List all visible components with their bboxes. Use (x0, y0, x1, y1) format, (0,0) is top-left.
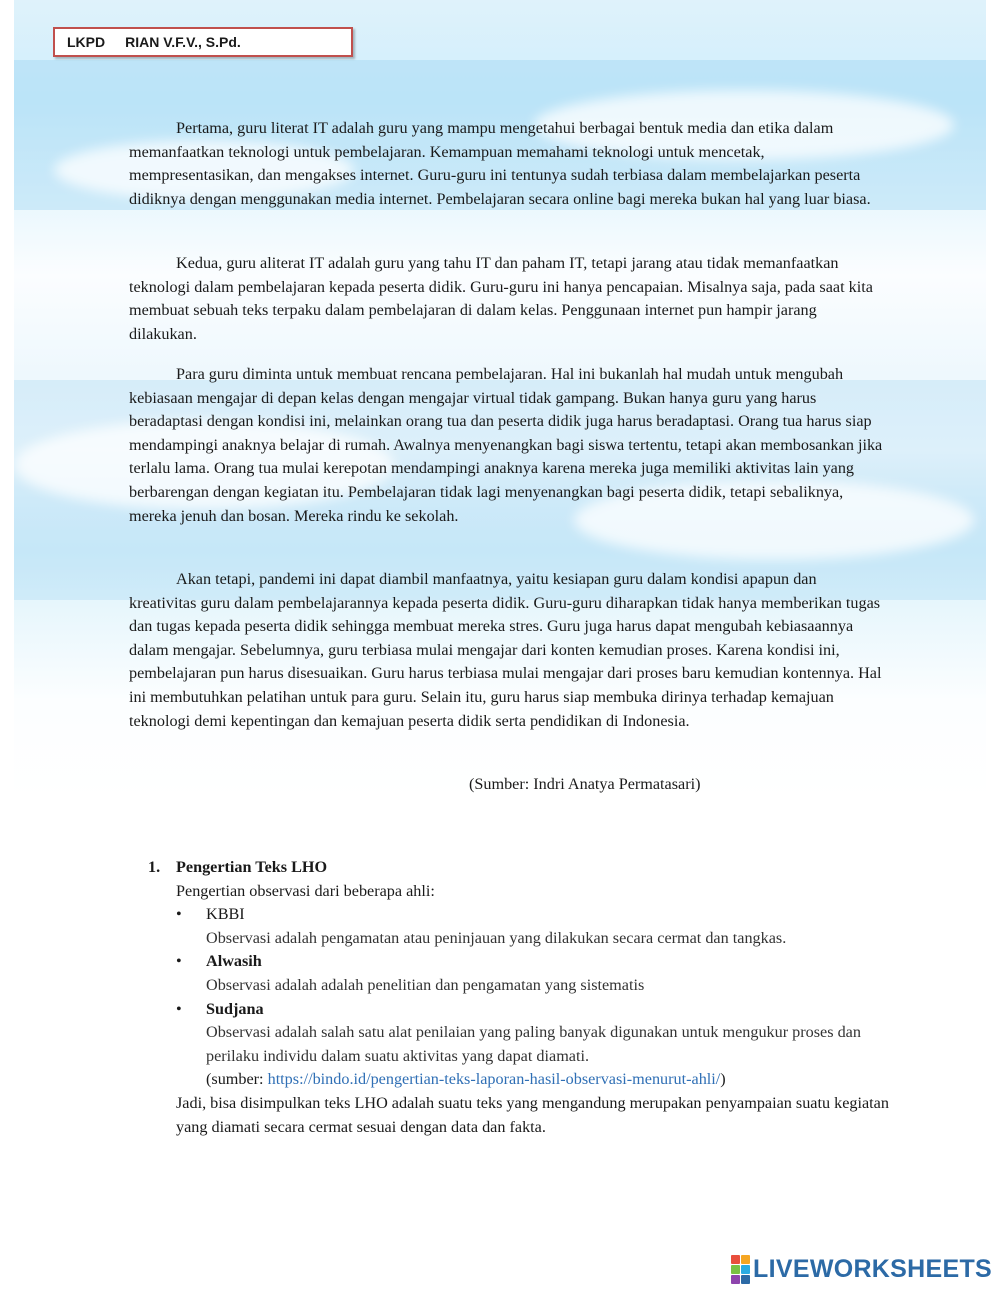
section-conclusion: Jadi, bisa disimpulkan teks LHO adalah suatu teks yang mengandung merupakan penyampaian suatu kegiatan yang diamati secara cermat sesuai dengan data dan fakta. (176, 1093, 889, 1136)
header-lkpd: LKPD (67, 34, 106, 50)
paragraph-4 (129, 568, 884, 733)
source-citation: (Sumber: Indri Anatya Permatasari) (469, 775, 701, 793)
list-item (176, 903, 908, 950)
logo-text: LIVEWORKSHEETS (753, 1254, 992, 1283)
paragraph-text: Akan tetapi, pandemi ini dapat diambil manfaatnya, yaitu kesiapan guru dalam kondisi apapun dan kreativitas guru dalam pembelajarannya kepada peserta didik. Guru-guru diharapkan tidak hanya memberikan tugas dan tugas kepada peserta didik sehingga membuat mereka stres. Guru juga harus dapat mengubah kebiasaannya dalam mengajar. Sebelumnya, guru terbiasa mulai mengajar dari konten kemudian proses. Karena kondisi ini, pembelajaran pun harus disesuaikan. Guru harus terbiasa mulai mengajar dari proses baru kemudian kontennya. Hal ini membutuhkan pelatihan untuk para guru. Selain itu, guru harus siap membuka dirinya terhadap kemajuan teknologi demi kepentingan dan kemajuan peserta didik serta pendidikan di Indonesia. (129, 570, 882, 730)
expert-term: KBBI (206, 905, 245, 924)
section-pengertian-lho (148, 856, 908, 1139)
header-author: RIAN V.F.V., S.Pd. (125, 34, 241, 50)
paragraph-text: Kedua, guru aliterat IT adalah guru yang tahu IT dan paham IT, tetapi jarang atau tidak memanfaatkan teknologi dalam pembelajaran kepada peserta didik. Guru-guru ini hanya pencapaian. Misalnya saja, pada saat kita membuat sebuah teks terpaku dalam pembelajaran di dalam kelas. Penggunaan internet pun hampir jarang dilakukan. (129, 254, 873, 343)
section-intro: Pengertian observasi dari beberapa ahli: (176, 881, 435, 900)
paragraph-1 (129, 117, 884, 211)
paragraph-text: Para guru diminta untuk membuat rencana pembelajaran. Hal ini bukanlah hal mudah untuk mengubah kebiasaan mengajar di depan kelas dengan mengajar virtual tidak gampang. Bukan hanya guru yang harus beradaptasi dengan kondisi ini, melainkan orang tua dan peserta didik juga harus beradaptasi. Orang tua harus siap mendampingi anaknya belajar di rumah. Awalnya menyenangkan bagi siswa tertentu, tetapi akan membosankan jika terlalu lama. Orang tua mulai kerepotan mendampingi anaknya karena mereka juga memiliki aktivitas lain yang berbarengan dengan kegiatan itu. Pembelajaran tidak lagi menyenangkan bagi peserta didik, tetapi sebaliknya, mereka jenuh dan bosan. Mereka rindu ke sekolah. (129, 365, 883, 525)
section-title: Pengertian Teks LHO (176, 858, 328, 876)
expert-definition: Observasi adalah pengamatan atau peninjauan yang dilakukan secara cermat dan tangkas. (206, 928, 787, 947)
source-suffix: ) (720, 1070, 726, 1089)
section-number: 1. (148, 858, 161, 876)
expert-term: Sudjana (206, 999, 264, 1018)
list-item (176, 998, 908, 1092)
source-link[interactable]: https://bindo.id/pengertian-teks-laporan-hasil-observasi-menurut-ahli/ (267, 1070, 721, 1089)
expert-term: Alwasih (206, 952, 262, 971)
header-label-box (53, 27, 353, 57)
paragraph-text: Pertama, guru literat IT adalah guru yang mampu mengetahui berbagai bentuk media dan etika dalam memanfaatkan teknologi untuk pembelajaran. Kemampuan memahami teknologi untuk mencetak, mempresentasikan, dan mengakses internet. Guru-guru ini tentunya sudah terbiasa dalam membelajarkan peserta didiknya dengan menggunakan media internet. Pembelajaran secara online bagi mereka bukan hal yang luar biasa. (129, 119, 871, 208)
bullet-icon: • (176, 999, 182, 1018)
bullet-icon: • (176, 905, 182, 924)
source-prefix: (sumber: (206, 1070, 268, 1089)
section-heading (148, 856, 908, 880)
expert-definition: Observasi adalah adalah penelitian dan pengamatan yang sistematis (206, 975, 645, 994)
expert-definition: Observasi adalah salah satu alat penilaian yang paling banyak digunakan untuk mengukur proses dan perilaku individu dalam suatu aktivitas yang dapat diamati. (206, 1023, 861, 1065)
source-reference (206, 1068, 908, 1092)
logo-mark-icon (731, 1255, 750, 1284)
list-item (176, 950, 908, 997)
liveworksheets-logo[interactable] (731, 1255, 992, 1283)
bullet-icon: • (176, 952, 182, 971)
expert-definition-list (148, 903, 908, 1092)
paragraph-2 (129, 252, 884, 346)
paragraph-3 (129, 363, 884, 528)
